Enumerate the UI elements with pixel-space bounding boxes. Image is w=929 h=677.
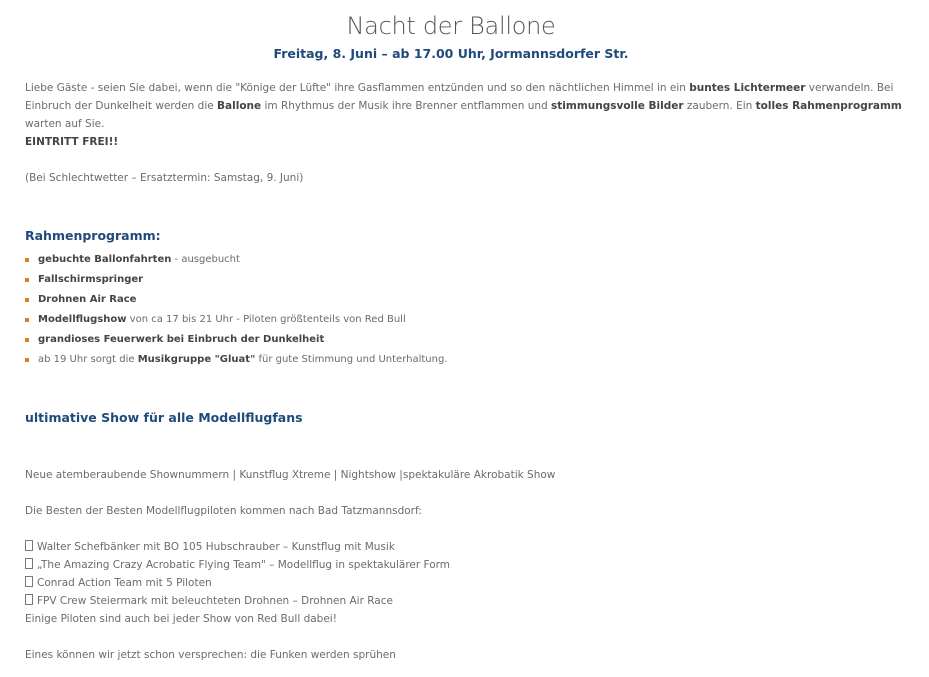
intro-text: warten auf Sie.: [25, 118, 105, 130]
program-item-detail: für gute Stimmung und Unterhaltung.: [255, 354, 448, 365]
intro-paragraph: [25, 79, 905, 133]
program-item: [25, 292, 448, 312]
square-bullet-icon: [25, 358, 29, 362]
pilot-line: [25, 538, 395, 556]
pilot-text: Walter Schefbänker mit BO 105 Hubschrauber – Kunstflug mit Musik: [37, 541, 395, 553]
show-heading: ultimative Show für alle Modellflugfans: [25, 410, 303, 425]
checkbox-glyph-icon: [25, 576, 33, 587]
program-item-title: gebuchte Ballonfahrten: [38, 254, 172, 265]
checkbox-glyph-icon: [25, 558, 33, 569]
checkbox-glyph-icon: [25, 594, 33, 605]
program-item: [25, 252, 448, 272]
program-item-detail: von ca 17 bis 21 Uhr - Piloten größtenteils von Red Bull: [126, 314, 406, 325]
program-heading: Rahmenprogramm:: [25, 228, 161, 243]
program-item-title: Musikgruppe "Gluat": [137, 354, 256, 365]
pilot-text: Conrad Action Team mit 5 Piloten: [37, 577, 212, 589]
event-date-location: Freitag, 8. Juni – ab 17.00 Uhr, Jormannsdorfer Str.: [273, 46, 629, 61]
program-item-detail: - ausgebucht: [171, 254, 240, 265]
pilot-text: FPV Crew Steiermark mit beleuchteten Drohnen – Drohnen Air Race: [37, 595, 393, 607]
pilot-text: „The Amazing Crazy Acrobatic Flying Team" – Modellflug in spektakulärer Form: [37, 559, 450, 571]
intro-text: verwandeln. Bei Einbruch der Dunkelheit werden die: [25, 82, 894, 112]
intro-text: im Rhythmus der Musik ihre Brenner entflammen und: [261, 100, 552, 112]
program-item-detail: ab 19 Uhr sorgt die: [38, 354, 138, 365]
square-bullet-icon: [25, 338, 29, 342]
program-item: [25, 352, 448, 372]
program-item: [25, 272, 448, 292]
intro-bold-bilder: stimmungsvolle Bilder: [551, 100, 684, 112]
square-bullet-icon: [25, 278, 29, 282]
intro-bold-lichtermeer: buntes Lichtermeer: [689, 82, 806, 94]
program-item-title: Fallschirmspringer: [38, 274, 144, 285]
intro-text: zaubern. Ein: [683, 100, 756, 112]
square-bullet-icon: [25, 318, 29, 322]
program-item-title: Drohnen Air Race: [38, 294, 137, 305]
square-bullet-icon: [25, 258, 29, 262]
checkbox-glyph-icon: [25, 540, 33, 551]
show-tagline: Neue atemberaubende Shownummern | Kunstflug Xtreme | Nightshow |spektakuläre Akrobatik Show: [25, 469, 556, 481]
program-item: [25, 312, 448, 332]
pilot-line: [25, 574, 212, 592]
page-title: Nacht der Ballone: [346, 12, 556, 40]
square-bullet-icon: [25, 298, 29, 302]
intro-text: Liebe Gäste - seien Sie dabei, wenn die "Könige der Lüfte" ihre Gasflammen entzünden und so den nächtlichen Himmel in ein: [25, 82, 690, 94]
weather-notice: (Bei Schlechtwetter – Ersatztermin: Samstag, 9. Juni): [25, 172, 304, 184]
intro-bold-rahmenprogramm: tolles Rahmenprogramm: [755, 100, 902, 112]
program-list: [25, 252, 448, 372]
program-item-title: grandioses Feuerwerk bei Einbruch der Dunkelheit: [38, 334, 325, 345]
entry-free-notice: EINTRITT FREI!!: [25, 136, 119, 148]
program-item-title: Modellflugshow: [38, 314, 127, 325]
closing-text: Eines können wir jetzt schon versprechen: die Funken werden sprühen: [25, 649, 396, 661]
pilot-line: [25, 556, 450, 574]
redbull-note: Einige Piloten sind auch bei jeder Show von Red Bull dabei!: [25, 613, 337, 625]
program-item: [25, 332, 448, 352]
pilot-line: [25, 592, 393, 610]
intro-bold-ballone: Ballone: [217, 100, 262, 112]
show-intro: Die Besten der Besten Modellflugpiloten kommen nach Bad Tatzmannsdorf:: [25, 505, 422, 517]
